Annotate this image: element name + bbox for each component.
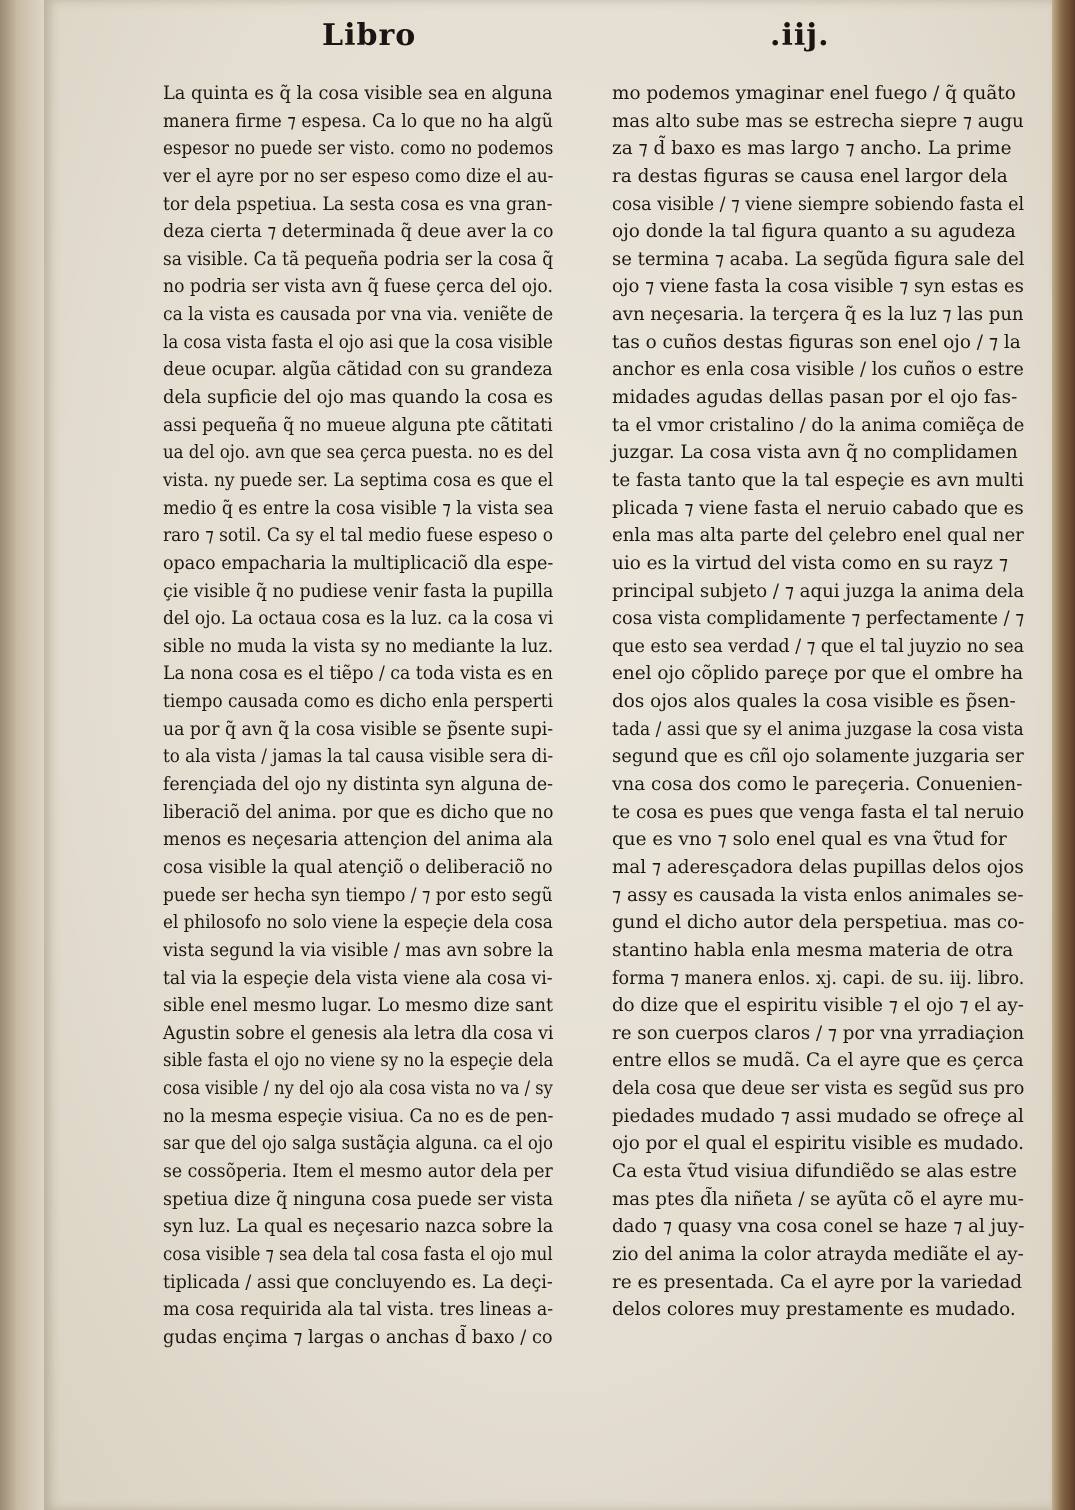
text-line: avn neçesaria. la terçera q̃ es la luz ⁊ las pun — [612, 304, 1024, 326]
text-line: re es presentada. Ca el ayre por la variedad — [612, 1271, 1023, 1293]
text-line: sible enel mesmo lugar. Lo mesmo dize sant — [163, 995, 554, 1017]
text-line: za ⁊ d̃ baxo es mas largo ⁊ ancho. La prime — [612, 138, 1012, 160]
text-line: dela supficie del ojo mas quando la cosa es — [163, 387, 554, 409]
text-line: menos es neçesaria attençion del anima ala — [163, 829, 554, 851]
text-line: ojo donde la tal figura quanto a su agudeza — [612, 221, 1016, 243]
text-line: te fasta tanto que la tal espeçie es avn multi — [612, 469, 1024, 491]
text-line: mas alto sube mas se estrecha siepre ⁊ augu — [612, 110, 1024, 132]
text-line: tiempo causada como es dicho enla persperti — [163, 691, 554, 713]
text-line: mal ⁊ aderesçadora delas pupillas delos ojos — [612, 856, 1024, 878]
text-line: piedades mudado ⁊ assi mudado se ofreçe al — [612, 1105, 1024, 1127]
text-line: plicada ⁊ viene fasta el neruio cabado que es — [612, 497, 1024, 519]
text-line: te cosa es pues que venga fasta el tal neruio — [612, 801, 1025, 823]
text-line: cosa visible / ⁊ viene siempre sobiendo fasta el — [612, 193, 1025, 215]
text-line: tor dela pspetiua. La sesta cosa es vna gran- — [163, 193, 553, 215]
text-line: gudas ençima ⁊ largas o anchas d̃ baxo / co — [163, 1326, 553, 1348]
text-line: ra destas figuras se causa enel largor dela — [612, 165, 1008, 187]
text-line: spetiua dize q̃ ninguna cosa puede ser vista — [163, 1188, 554, 1210]
text-line: enla mas alta parte del çelebro enel qual ner — [612, 525, 1024, 547]
text-line: segund que es cñl ojo solamente juzgaria ser — [612, 746, 1024, 768]
text-line: sible no muda la vista sy no mediante la luz. — [163, 635, 554, 657]
text-line: puede ser hecha syn tiempo / ⁊ por esto segũ — [163, 884, 553, 906]
text-line: manera firme ⁊ espesa. Ca lo que no ha algũ — [163, 110, 553, 132]
text-line: ⁊ assy es causada la vista enlos animales se- — [612, 884, 1024, 906]
text-line: do dize que el espiritu visible ⁊ el ojo ⁊ el ay- — [612, 995, 1024, 1017]
text-line: mo podemos ymaginar enel fuego / q̃ quãto — [612, 83, 1016, 104]
text-line: el philosofo no solo viene la espeçie dela cosa — [163, 912, 553, 934]
text-line: que es vno ⁊ solo enel qual es vna ṽtud for — [612, 829, 1007, 851]
text-line: principal subjeto / ⁊ aqui juzga la anima dela — [612, 580, 1025, 602]
text-line: La quinta es q̃ la cosa visible sea en alguna — [163, 83, 553, 104]
text-line: ta el vmor cristalino / do la anima comiẽça de — [612, 414, 1025, 436]
text-line: del ojo. La octaua cosa es la luz. ca la cosa vi — [163, 608, 554, 630]
text-line: no podria ser vista avn q̃ fuese çerca del ojo. — [163, 276, 553, 298]
text-line: tal via la espeçie dela vista viene ala cosa vi- — [163, 967, 553, 989]
text-line: Agustin sobre el genesis ala letra dla cosa vi — [163, 1022, 554, 1044]
text-line: ua del ojo. avn que sea çerca puesta. no es del — [163, 442, 554, 464]
text-line: ojo por el qual el espiritu visible es mudado. — [612, 1133, 1024, 1155]
running-head-title: Libro — [322, 18, 417, 53]
text-line: çie visible q̃ no pudiese venir fasta la pupilla — [163, 580, 554, 602]
text-line: ua por q̃ avn q̃ la cosa visible se p̃sente supi- — [163, 718, 554, 740]
text-line: deza cierta ⁊ determinada q̃ deue aver la co — [163, 221, 554, 243]
text-line: dela cosa que deue ser vista es segũd sus pro — [612, 1078, 1025, 1100]
binding-gutter — [0, 0, 44, 1510]
text-line: tas o cuños destas figuras son enel ojo / ⁊ la — [612, 331, 1021, 353]
text-line: sible fasta el ojo no viene sy no la espeçie dela — [163, 1050, 554, 1072]
running-head — [0, 18, 1075, 68]
text-line: juzgar. La cosa vista avn q̃ no complidamen — [612, 442, 1018, 464]
text-line: assi pequeña q̃ no mueue alguna pte cãtitati — [163, 414, 553, 436]
text-line: cosa visible / ny del ojo ala cosa vista no va / sy — [163, 1078, 553, 1100]
text-line: tiplicada / assi que concluyendo es. La deçi- — [163, 1271, 553, 1293]
text-line: ferençiada del ojo ny distinta syn alguna de- — [163, 774, 554, 796]
text-line: dado ⁊ quasy vna cosa conel se haze ⁊ al juy- — [612, 1216, 1025, 1238]
text-line: mas ptes d̃la niñeta / se ayũta cõ el ayre mu- — [612, 1188, 1024, 1210]
text-line: no la mesma espeçie visiua. Ca no es de pen- — [163, 1105, 554, 1127]
text-line: gund el dicho autor dela perspetiua. mas co- — [612, 912, 1025, 934]
text-line: vista. ny puede ser. La septima cosa es que el — [163, 469, 554, 491]
right-text-column — [612, 80, 1024, 1324]
text-line: La nona cosa es el tiẽpo / ca toda vista es en — [163, 663, 553, 685]
text-line: tada / assi que sy el anima juzgase la cosa vista — [612, 718, 1024, 740]
text-line: anchor es enla cosa visible / los cuños o estre — [612, 359, 1024, 381]
text-line: que esto sea verdad / ⁊ que el tal juyzio no sea — [612, 635, 1025, 657]
text-line: liberaciõ del anima. por que es dicho que no — [163, 801, 554, 823]
text-line: ma cosa requirida ala tal vista. tres lineas a- — [163, 1299, 554, 1321]
page-edge-shadow — [1052, 0, 1075, 1510]
text-line: se cossõperia. Item el mesmo autor dela per — [163, 1160, 553, 1182]
text-line: midades agudas dellas pasan por el ojo fas- — [612, 387, 1018, 409]
text-line: opaco empacharia la multiplicaciõ dla espe- — [163, 552, 554, 574]
text-line: raro ⁊ sotil. Ca sy el tal medio fuese espeso o — [163, 525, 554, 547]
text-line: medio q̃ es entre la cosa visible ⁊ la vista sea — [163, 497, 554, 519]
left-text-column — [163, 80, 553, 1351]
text-line: entre ellos se mudã. Ca el ayre que es çerca — [612, 1050, 1024, 1072]
text-line: Ca esta ṽtud visiua difundiẽdo se alas estre — [612, 1160, 1017, 1182]
text-line: sar que del ojo salga sustãçia alguna. ca el ojo — [163, 1133, 553, 1155]
text-line: vna cosa dos como le pareçeria. Conuenien- — [612, 774, 1023, 796]
text-line: uio es la virtud del vista como en su rayz ⁊ — [612, 552, 1008, 574]
text-line: zio del anima la color atrayda mediãte el ay- — [612, 1243, 1024, 1265]
text-line: ca la vista es causada por vna via. veniẽte de — [163, 304, 554, 326]
text-line: syn luz. La qual es neçesario nazca sobre la — [163, 1216, 554, 1238]
text-line: vista segund la via visible / mas avn sobre la — [163, 939, 554, 961]
text-line: re son cuerpos claros / ⁊ por vna yrradiaçion — [612, 1022, 1025, 1044]
text-line: deue ocupar. algũa cãtidad con su grandeza — [163, 359, 553, 381]
text-line: ojo ⁊ viene fasta la cosa visible ⁊ syn estas es — [612, 276, 1024, 298]
text-line: enel ojo cõplido pareçe por que el ombre ha — [612, 663, 1024, 685]
text-line: to ala vista / jamas la tal causa visible sera di- — [163, 746, 554, 768]
text-line: ver el ayre por no ser espeso como dize el au- — [163, 165, 554, 187]
text-line: se termina ⁊ acaba. La segũda figura sale del — [612, 248, 1025, 270]
text-line: dos ojos alos quales la cosa visible es p̃sen- — [612, 691, 1016, 713]
text-line: sa visible. Ca tã pequeña podria ser la cosa q̃ — [163, 248, 554, 270]
text-line: la cosa vista fasta el ojo asi que la cosa visible — [163, 331, 553, 353]
text-line: stantino habla enla mesma materia de otra — [612, 939, 1014, 961]
text-line: forma ⁊ manera enlos. xj. capi. de su. iij. libro. — [612, 967, 1025, 989]
text-line: cosa vista complidamente ⁊ perfectamente / ⁊ — [612, 608, 1025, 630]
text-line: delos colores muy prestamente es mudado. — [612, 1299, 1016, 1321]
folio-number: .iij. — [770, 18, 830, 53]
text-line: espesor no puede ser visto. como no podemos — [163, 138, 554, 160]
text-line: cosa visible ⁊ sea dela tal cosa fasta el ojo mul — [163, 1243, 553, 1265]
text-line: cosa visible la qual atençiõ o deliberaciõ no — [163, 856, 553, 878]
